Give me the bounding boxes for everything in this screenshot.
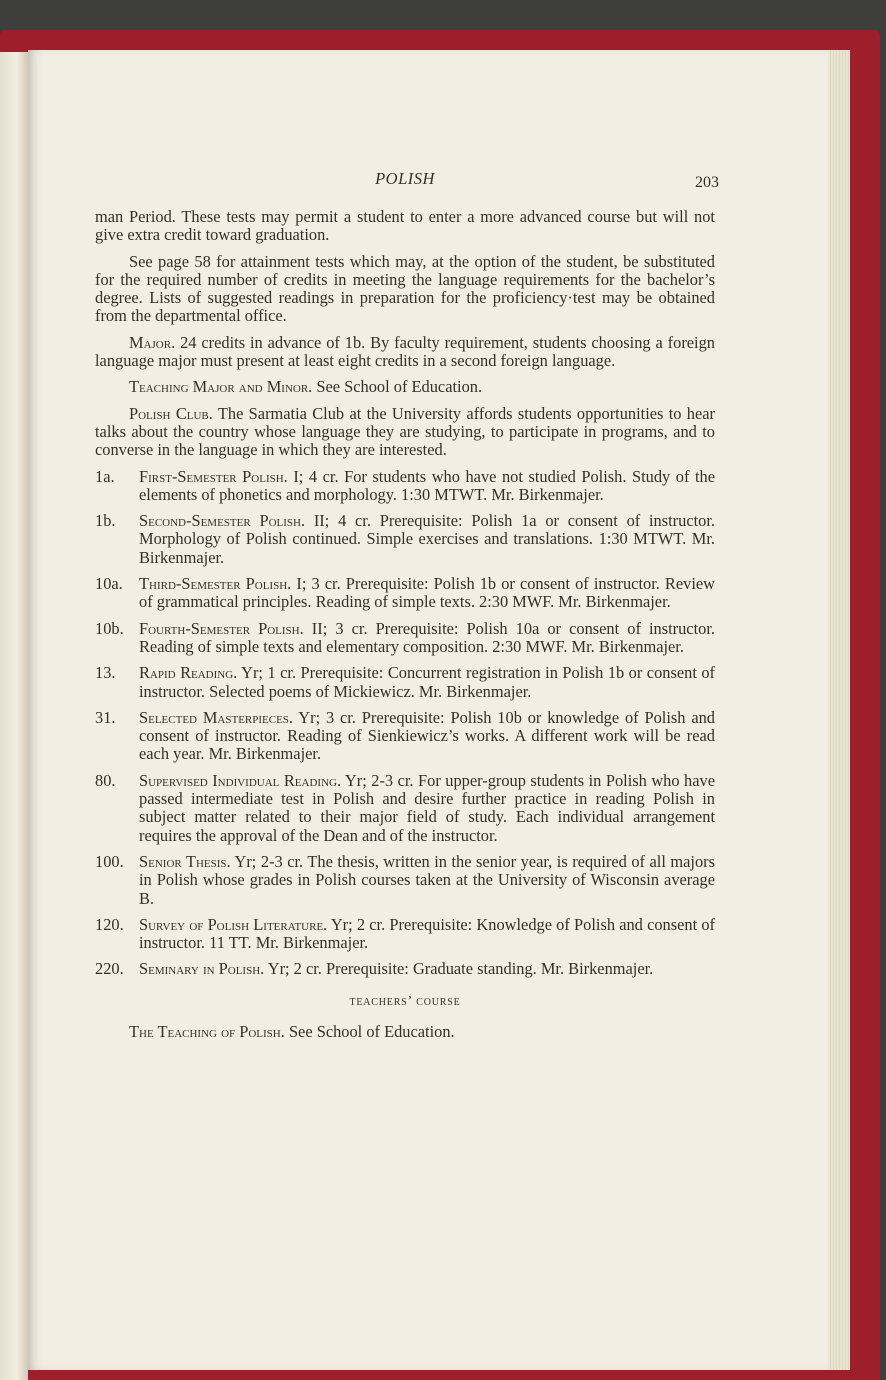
course-entry: 31. Selected Masterpieces. Yr; 3 cr. Prerequisite: Polish 10b or knowledge of Polish and consent of instructor. Reading of Sienkiewicz’s works. A different work will be read each year. Mr. Birkenmajer. [95, 707, 715, 764]
course-entry: 220. Seminary in Polish. Yr; 2 cr. Prerequisite: Graduate standing. Mr. Birkenmajer. [95, 959, 654, 979]
course-title: Senior Thesis. [139, 851, 231, 871]
course-entry: 80. Supervised Individual Reading. Yr; 2-3 cr. For upper-group students in Polish who have passed intermediate test in Polish and desire further practice in reading Polish in subject matter related to their major field of study. Each individual arrangement requires the approval of the Dean and of the instructor. [95, 770, 715, 845]
course-entry: 13. Rapid Reading. Yr; 1 cr. Prerequisite: Concurrent registration in Polish 1b or consent of instructor. Selected poems of Mickiewicz. Mr. Birkenmajer. [95, 663, 715, 701]
course-entry: 120. Survey of Polish Literature. Yr; 2 cr. Prerequisite: Knowledge of Polish and consent of instructor. 11 TT. Mr. Birkenmajer. [95, 914, 715, 953]
course-title: Supervised Individual Reading. [139, 770, 342, 790]
teachers-course-entry: The Teaching of Polish. See School of Education. [129, 1021, 455, 1041]
course-entry: 10b. Fourth-Semester Polish. II; 3 cr. Prerequisite: Polish 10a or consent of instructor. Reading of simple texts and elementary composition. 2:30 MWF. Mr. Birkenmajer. [95, 618, 715, 656]
section-heading: teachers’ course [349, 993, 461, 1009]
course-entry: 10a. Third-Semester Polish. I; 3 cr. Prerequisite: Polish 1b or consent of instructor. Review of grammatical principles. Reading of simple texts. 2:30 MWF. Mr. Birkenmajer. [95, 574, 715, 612]
course-title: Third-Semester Polish. [139, 574, 292, 594]
course-number: 1a. [95, 466, 115, 486]
course-number: 13. [95, 663, 116, 683]
course-title: Seminary in Polish. [139, 959, 265, 979]
course-title: Fourth-Semester Polish. [139, 618, 304, 638]
page-header [95, 169, 719, 192]
course-entry: 100. Senior Thesis. Yr; 2-3 cr. The thesis, written in the senior year, is required of all majors in Polish whose grades in Polish courses taken at the University of Wisconsin average B. [95, 851, 715, 908]
paragraph-teaching-major: Teaching Major and Minor. See School of Education. [129, 377, 483, 397]
paragraph-major: Major. 24 credits in advance of 1b. By faculty requirement, students choosing a foreign language major must present at least eight credits in a second foreign language. [95, 332, 715, 371]
course-title: Rapid Reading. [139, 663, 238, 683]
course-number: 220. [95, 959, 124, 979]
course-number: 10b. [95, 618, 124, 638]
course-number: 120. [95, 914, 124, 934]
course-entry: 1a. First-Semester Polish. I; 4 cr. For students who have not studied Polish. Study of the elements of phonetics and morphology. 1:30 MTWT. Mr. Birkenmajer. [95, 466, 715, 504]
page-text [95, 169, 719, 1049]
course-number: 100. [95, 851, 124, 871]
paragraph: man Period. These tests may permit a student to enter a more advanced course but will not give extra credit toward graduation. [95, 207, 715, 245]
course-title: Second-Semester Polish. [139, 511, 306, 531]
course-entry: 1b. Second-Semester Polish. II; 4 cr. Prerequisite: Polish 1a or consent of instructor. Morphology of Polish continued. Simple exercises and translations. 1:30 MTWT. Mr. Birkenmajer. [95, 511, 715, 567]
previous-page-edge [0, 52, 28, 1380]
course-title: Survey of Polish Literature. [139, 914, 328, 934]
paragraph-polish-club: Polish Club. The Sarmatia Club at the University affords students opportunities to hear talks about the country whose language they are studying, to participate in programs, and to converse in the language in which they are interested. [95, 403, 715, 460]
course-number: 31. [95, 707, 116, 727]
course-title: Selected Masterpieces. [139, 707, 294, 727]
course-number: 10a. [95, 574, 123, 594]
page-edges [828, 50, 850, 1370]
course-number: 1b. [95, 511, 116, 531]
paragraph: See page 58 for attainment tests which may, at the option of the student, be substituted for the required number of credits in meeting the language requirements for the bachelor’s degree. Lists of suggested readings in preparation for the proficiency·test may be obtained from the departmental office. [95, 251, 715, 326]
running-head: POLISH [375, 169, 435, 188]
course-title: First-Semester Polish. [139, 466, 288, 486]
course-number: 80. [95, 770, 116, 790]
page-number: 203 [695, 174, 719, 191]
